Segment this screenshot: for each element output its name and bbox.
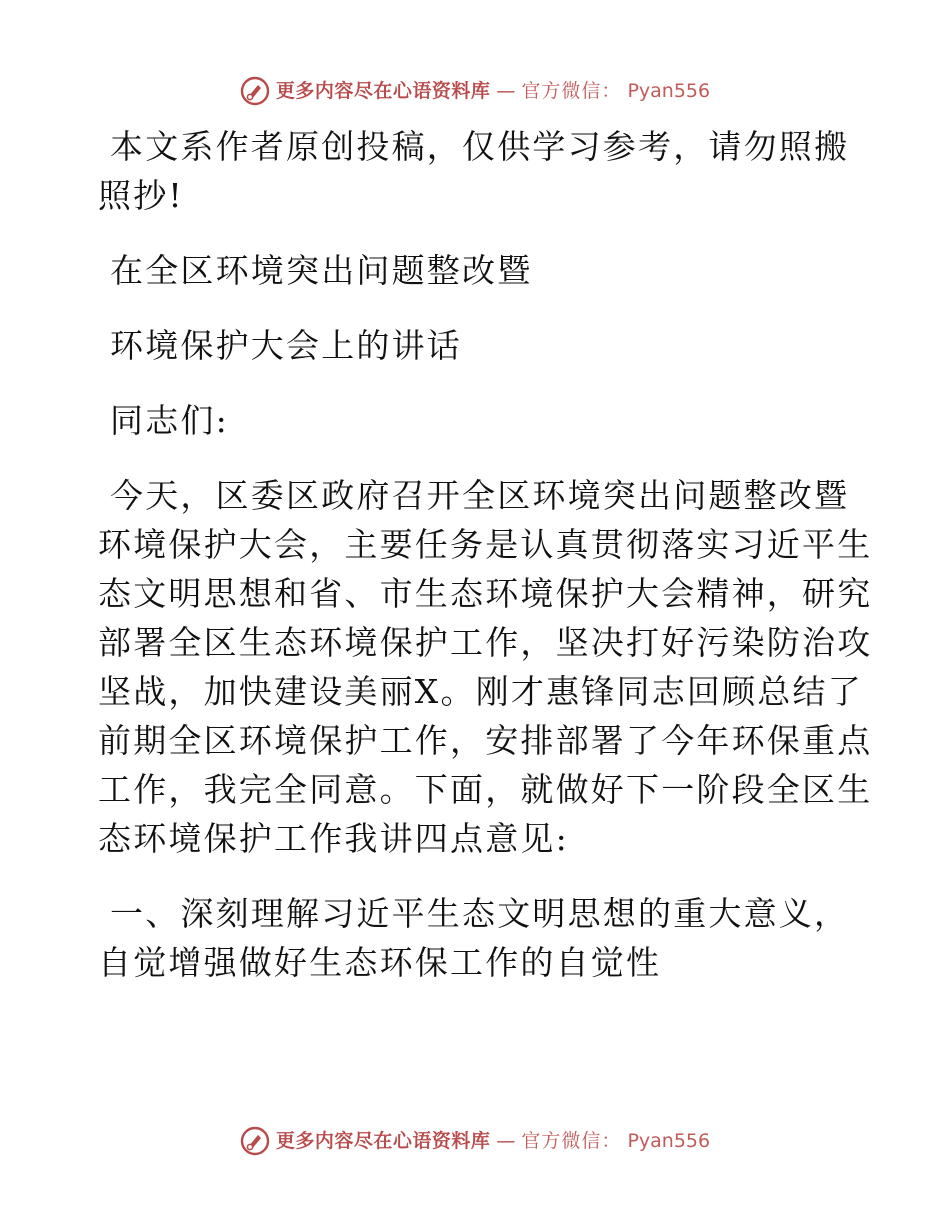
salutation (98, 396, 858, 445)
paragraph-line: 环境保护大会，主要任务是认真贯彻落实习近平生 (98, 525, 873, 564)
speech-title-line-2 (98, 321, 858, 370)
watermark-logo-icon (240, 1126, 270, 1156)
title-text: 环境保护大会上的讲话 (110, 326, 462, 365)
paragraph-line: 部署全区生态环境保护工作，坚决打好污染防治攻 (98, 623, 873, 662)
watermark-separator: — (496, 80, 516, 102)
footer-watermark (0, 1126, 950, 1156)
speech-title-line-1 (98, 246, 858, 295)
paragraph-line: 坚战，加快建设美丽X。刚才惠锋同志回顾总结了 (98, 672, 863, 711)
copyright-notice (98, 122, 858, 220)
document-body (98, 122, 873, 987)
watermark-wechat-id: Pyan556 (627, 80, 711, 102)
paragraph-line: 态文明思想和省、市生态环境保护大会精神，研究 (98, 574, 873, 613)
section-heading-1 (98, 889, 858, 987)
paragraph-line: 前期全区环境保护工作，安排部署了今年环保重点 (98, 721, 873, 760)
paragraph-line: 今天，区委区政府召开全区环境突出问题整改暨 (110, 476, 850, 515)
heading-line: 一、深刻理解习近平生态文明思想的重大意义， (110, 894, 850, 933)
watermark-wechat-label: 官方微信： (521, 1130, 622, 1152)
watermark-separator: — (496, 1130, 516, 1152)
watermark-main-text: 更多内容尽在心语资料库 (275, 1130, 491, 1152)
heading-line: 自觉增强做好生态环保工作的自觉性 (98, 943, 662, 982)
watermark-wechat-label: 官方微信： (521, 80, 622, 102)
watermark-main-text: 更多内容尽在心语资料库 (275, 80, 491, 102)
body-paragraph (98, 471, 873, 863)
notice-line: 照抄! (98, 176, 184, 215)
header-watermark (0, 76, 950, 106)
title-text: 在全区环境突出问题整改暨 (110, 251, 533, 290)
salutation-text: 同志们: (110, 401, 229, 440)
paragraph-line: 态环境保护工作我讲四点意见: (98, 819, 569, 858)
paragraph-line: 工作，我完全同意。下面，就做好下一阶段全区生 (98, 770, 873, 809)
watermark-logo-icon (240, 76, 270, 106)
watermark-wechat-id: Pyan556 (627, 1130, 711, 1152)
notice-line: 本文系作者原创投稿，仅供学习参考，请勿照搬 (110, 127, 850, 166)
